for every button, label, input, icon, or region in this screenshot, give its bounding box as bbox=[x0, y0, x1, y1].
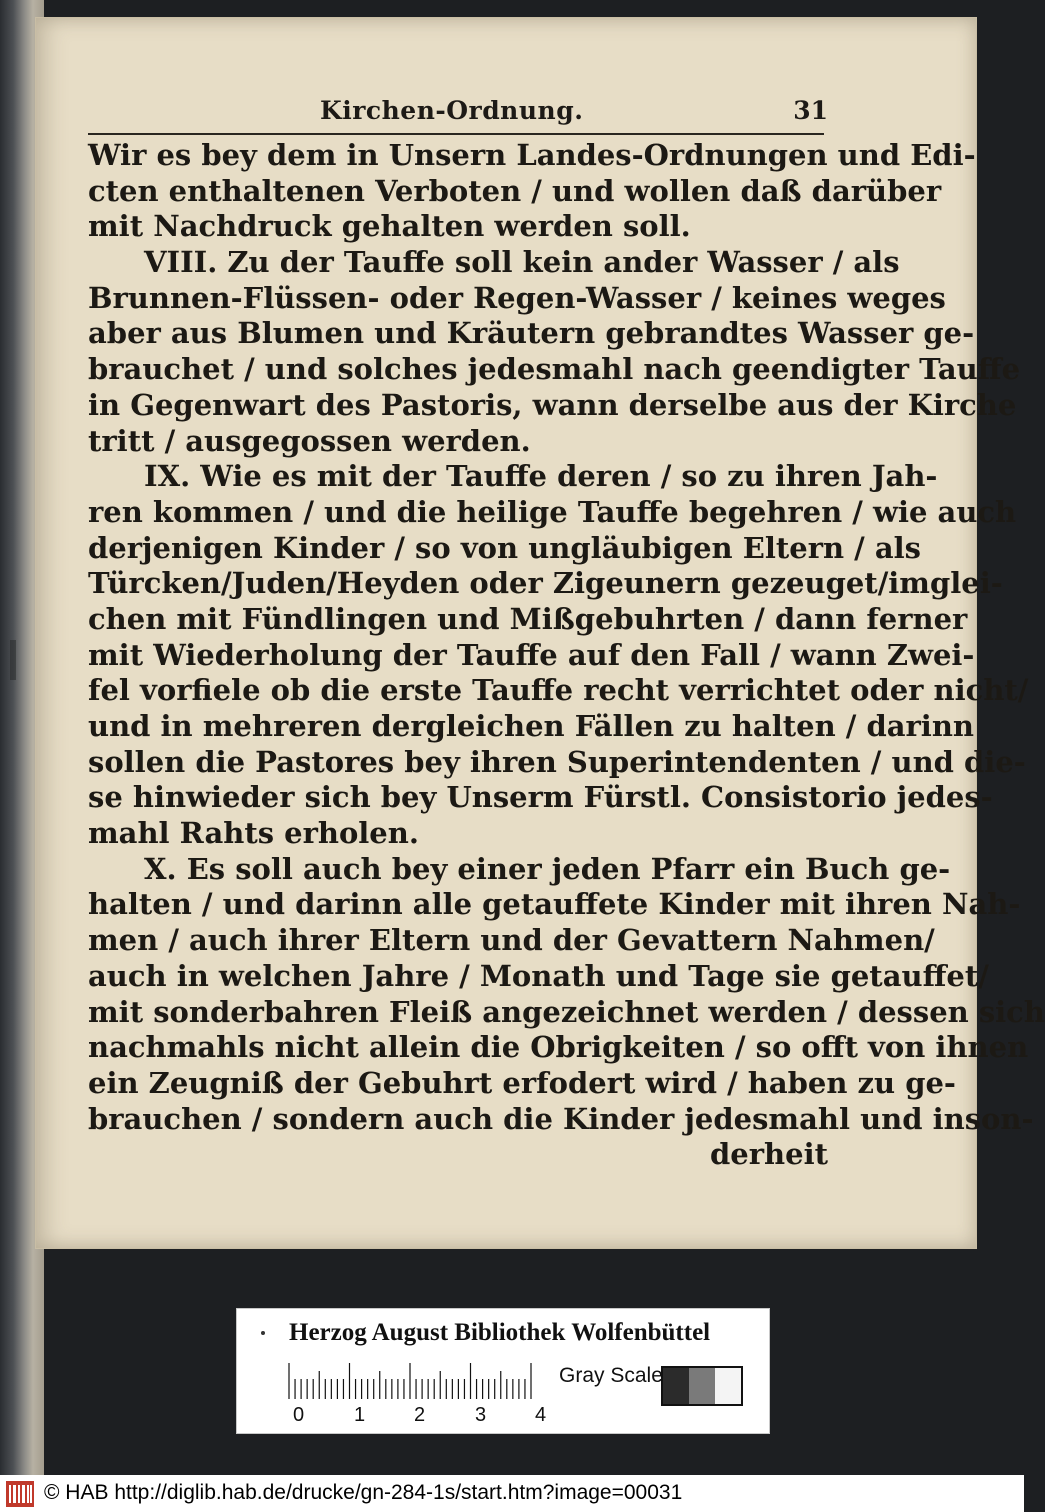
text-line: und in mehreren dergleichen Fällen zu halten / darinn bbox=[88, 709, 974, 743]
footer-copyright-link[interactable]: © HAB http://diglib.hab.de/drucke/gn-284-1s/start.htm?image=00031 bbox=[44, 1481, 683, 1504]
text-line: mit Wiederholung der Tauffe auf den Fall / wann Zwei- bbox=[88, 637, 975, 672]
text-line: aber aus Blumen und Kräutern gebrandtes Wasser ge- bbox=[88, 316, 975, 351]
text-line: Wir es bey dem in Unsern Landes-Ordnungen und Edi- bbox=[88, 138, 976, 172]
gray-scale-label: Gray Scale bbox=[559, 1364, 663, 1387]
text-line: brauchen / sondern auch die Kinder jedesmahl und inson- bbox=[88, 1101, 1034, 1136]
running-head bbox=[280, 96, 828, 126]
ruler-label: 4 bbox=[535, 1404, 547, 1426]
text-line: Brunnen-Flüssen- oder Regen-Wasser / keines weges bbox=[88, 280, 946, 315]
body-text bbox=[88, 138, 1045, 1173]
ruler-label: 3 bbox=[475, 1404, 487, 1426]
text-line: tritt / ausgegossen werden. bbox=[88, 423, 531, 458]
gray-swatch bbox=[663, 1368, 689, 1404]
running-title: Kirchen-Ordnung. bbox=[320, 96, 584, 125]
hab-logo-icon bbox=[6, 1481, 34, 1507]
ruler-scale bbox=[287, 1361, 539, 1401]
text-line: in Gegenwart des Pastoris, wann derselbe aus der Kirche bbox=[88, 387, 1017, 422]
text-line: nachmahls nicht allein die Obrigkeiten / so offt von ihnen bbox=[88, 1030, 1029, 1065]
text-line: fel vorfiele ob die erste Tauffe recht verrichtet oder nicht/ bbox=[88, 673, 1029, 708]
text-line: Türcken/Juden/Heyden oder Zigeunern gezeuget/imglei- bbox=[88, 566, 1003, 601]
text-line: chen mit Fündlingen und Mißgebuhrten / dann ferner bbox=[88, 601, 968, 636]
ruler-label: 1 bbox=[354, 1404, 366, 1426]
gray-swatch bbox=[689, 1368, 715, 1404]
text-line: derjenigen Kinder / so von ungläubigen Eltern / als bbox=[88, 530, 921, 565]
page-number: 31 bbox=[793, 96, 828, 125]
text-line: X. Es soll auch bey einer jeden Pfarr ein Buch ge- bbox=[144, 851, 951, 886]
gray-swatch bbox=[715, 1368, 741, 1404]
text-line: mit Nachdruck gehalten werden soll. bbox=[88, 209, 691, 244]
text-line: se hinwieder sich bey Unserm Fürstl. Consistorio jedes- bbox=[88, 780, 993, 815]
text-line: ren kommen / und die heilige Tauffe begehren / wie auch bbox=[88, 494, 1017, 529]
gray-swatches bbox=[661, 1366, 743, 1406]
text-line: brauchet / und solches jedesmahl nach geendigter Tauffe bbox=[88, 352, 1021, 387]
card-title: Herzog August Bibliothek Wolfenbüttel bbox=[289, 1319, 711, 1346]
text-line: mit sonderbahren Fleiß angezeichnet werden / dessen sich bbox=[88, 994, 1045, 1029]
text-line: ein Zeugniß der Gebuhrt erfodert wird / haben zu ge- bbox=[88, 1065, 956, 1100]
text-line: men / auch ihrer Eltern und der Gevattern Nahmen/ bbox=[88, 923, 935, 958]
text-line: IX. Wie es mit der Tauffe deren / so zu ihren Jah- bbox=[144, 459, 938, 494]
text-line: mahl Rahts erholen. bbox=[88, 816, 419, 851]
text-line: cten enthaltenen Verboten / und wollen daß darüber bbox=[88, 173, 942, 208]
text-line: VIII. Zu der Tauffe soll kein ander Wasser / als bbox=[144, 245, 900, 280]
text-line: halten / und darinn alle getauffete Kinder mit ihren Nah- bbox=[88, 887, 1021, 922]
footer-bar bbox=[0, 1475, 1024, 1512]
text-line: auch in welchen Jahre / Monath und Tage sie getauffet/ bbox=[88, 958, 989, 993]
header-rule bbox=[88, 133, 824, 135]
card-dot bbox=[261, 1331, 265, 1335]
ruler-label: 2 bbox=[414, 1404, 426, 1426]
ruler-label: 0 bbox=[293, 1404, 305, 1426]
catchword: derheit bbox=[710, 1137, 828, 1172]
text-line: sollen die Pastores bey ihren Superintendenten / und die- bbox=[88, 744, 1026, 779]
color-calibration-card bbox=[236, 1308, 770, 1434]
